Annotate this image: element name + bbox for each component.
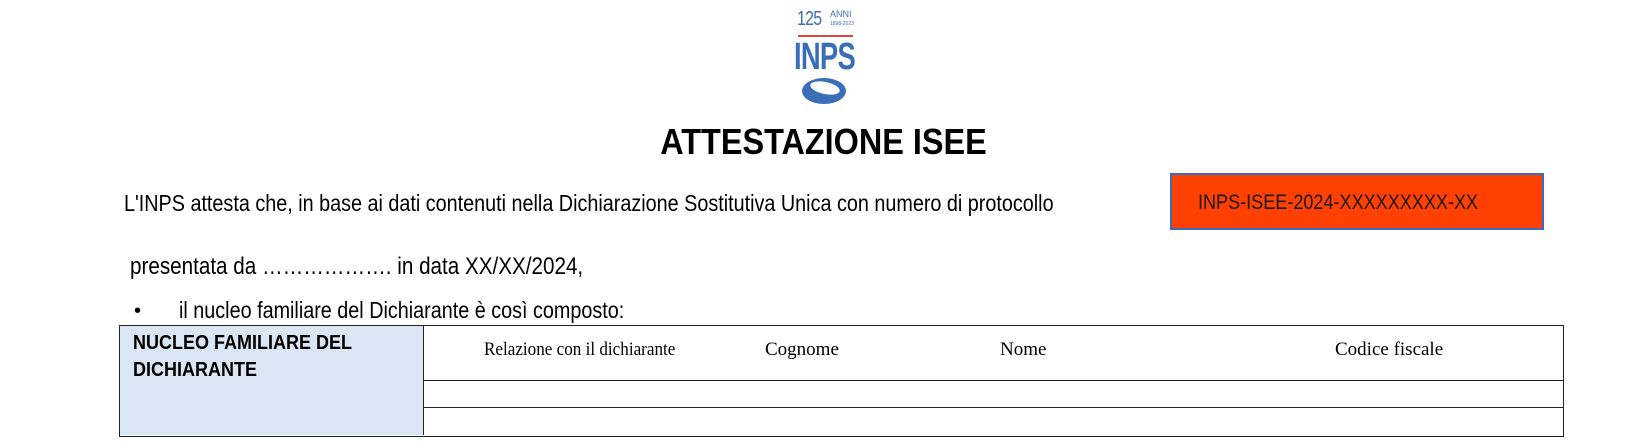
logo-years: 125 xyxy=(797,8,822,30)
inps-emblem-icon xyxy=(800,76,848,106)
protocol-number-box xyxy=(1170,173,1544,230)
bullet-icon: • xyxy=(134,300,142,322)
bullet-text: il nucleo familiare del Dichiarante è così composto: xyxy=(179,297,625,323)
table-row[interactable] xyxy=(424,408,1563,434)
logo-anni: ANNI xyxy=(830,9,852,19)
family-table xyxy=(119,325,1564,437)
table-row-header: NUCLEO FAMILIARE DEL DICHIARANTE xyxy=(133,332,352,381)
table-row[interactable] xyxy=(424,381,1563,406)
intro-text: L'INPS attesta che, in base ai dati contenuti nella Dichiarazione Sostitutiva Unica con numero di protocollo xyxy=(124,190,1054,216)
inps-logo xyxy=(790,8,860,100)
logo-anni-sub: 1898-2023 xyxy=(830,21,854,27)
column-header-codice-fiscale: Codice fiscale xyxy=(1335,339,1444,360)
column-header-cognome: Cognome xyxy=(765,339,839,360)
document-title: ATTESTAZIONE ISEE xyxy=(660,121,987,162)
presented-by-text: presentata da ………………. in data XX/XX/2024, xyxy=(130,253,584,280)
logo-inps-text: INPS xyxy=(794,36,855,78)
column-header-relazione: Relazione con il dichiarante xyxy=(484,339,676,360)
table-row-header-cell xyxy=(120,326,424,435)
column-header-nome: Nome xyxy=(1000,339,1047,360)
protocol-number: INPS-ISEE-2024-XXXXXXXXX-XX xyxy=(1198,191,1479,214)
